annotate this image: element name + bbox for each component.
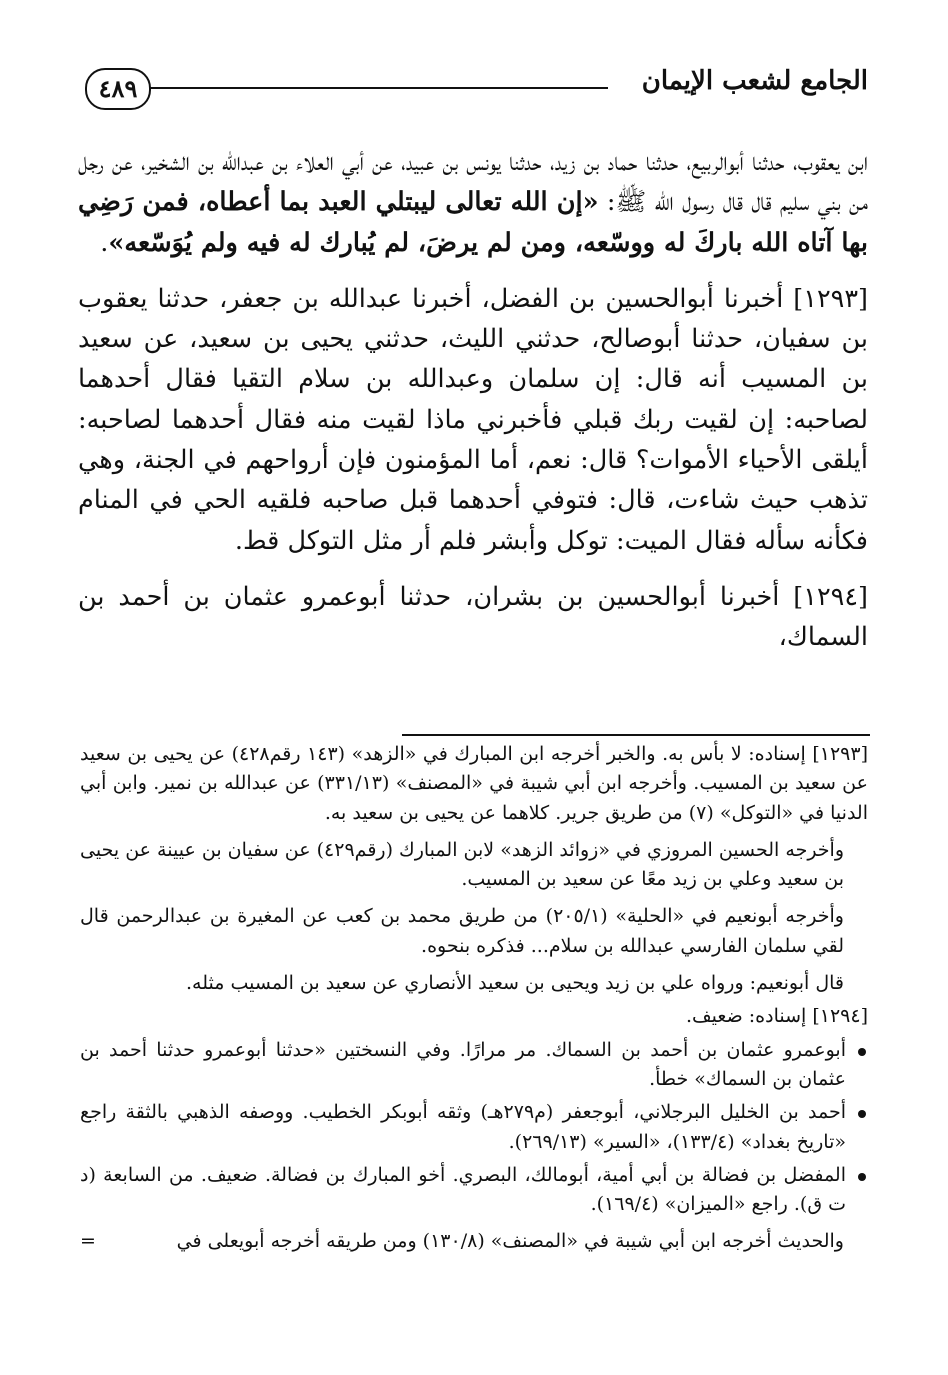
main-text	[78, 142, 868, 658]
footnote-1294: [١٢٩٤] إسناده: ضعيف.	[685, 1005, 868, 1028]
footnote-bullet-narrator-3	[80, 1161, 868, 1220]
bullet-text: المفضل بن فضالة بن أبي أمية، أبومالك، البصري. أخو المبارك بن فضالة. ضعيف. من السابعة (د ت ق). راجع «الميزان» (١٦٩/٤).	[80, 1163, 846, 1216]
footnote-1293: [١٢٩٣] إسناده: لا بأس به. والخبر أخرجه ابن المبارك في «الزهد» (١٤٣ رقم٤٢٨) عن يحيى بن سعيد عن سعيد بن المسيب. وأخرجه ابن أبي شيبة في «المصنف» (٣٣١/١٣) عن عبدالله بن نمير. وابن أبي الدنيا في «التوكل» (٧) من طريق جرير. كلاهما عن يحيى بن سعيد به.	[80, 743, 868, 824]
hadith-quote: «إن الله تعالى ليبتلي العبد بما أعطاه، فمن رَضِي بها آتاه الله باركَ له ووسّعه، ومن لم يرضَ، لم يُبارك له فيه ولم يُوَسّعه»	[78, 187, 868, 258]
paragraph-1294: [١٢٩٤] أخبرنا أبوالحسين بن بشران، حدثنا أبوعمرو عثمان بن أحمد بن السماك،	[78, 581, 868, 653]
footnotes	[80, 740, 868, 1265]
running-title: الجامع لشعب الإيمان	[641, 66, 868, 96]
bullet-icon	[858, 1048, 866, 1056]
page-number: ٤٨٩	[85, 68, 151, 110]
footnote-separator	[402, 734, 870, 736]
footnote-last-line	[80, 1227, 868, 1256]
page-header	[75, 60, 868, 120]
footnote-1293-hilya: وأخرجه أبونعيم في «الحلية» (٢٠٥/١) من طريق محمد بن كعب عن المغيرة بن عبدالرحمن قال لقي سلمان الفارسي عبدالله بن سلام... فذكره بنحوه.	[80, 905, 844, 957]
bullet-text: أحمد بن الخليل البرجلاني، أبوجعفر (م٢٧٩هـ) وثقه أبوبكر الخطيب. ووصفه الذهبي بالثقة راجع «تاريخ بغداد» (١٣٣/٤)، «السير» (٢٦٩/١٣).	[80, 1101, 846, 1153]
bullet-icon	[858, 1173, 866, 1181]
paragraph-continuation	[78, 142, 868, 263]
bullet-icon	[858, 1110, 866, 1118]
footnote-bullet-narrator-1	[80, 1036, 868, 1095]
footnote-bullet-narrator-2	[80, 1098, 868, 1157]
continuation-mark: =	[80, 1230, 96, 1253]
header-rule	[149, 87, 608, 89]
paragraph-lead: ابن يعقوب، حدثنا أبوالربيع، حدثنا حماد بن زيد، حدثنا يونس بن عبيد، عن أبي العلاء بن عبدالله بن الشخير، عن رجل من بني سليم قال قال رسول الله ﷺ:	[78, 147, 868, 218]
bullet-text: أبوعمرو عثمان بن أحمد بن السماك. مر مرارًا. وفي النسختين «حدثنا أبوعمرو حدثنا أحمد بن عثمان بن السماك» خطأ.	[80, 1038, 846, 1090]
paragraph-1293: [١٢٩٣] أخبرنا أبوالحسين بن الفضل، أخبرنا عبدالله بن جعفر، حدثنا يعقوب بن سفيان، حدثنا أبوصالح، حدثني الليث، حدثني يحيى بن سعيد، عن سعيد بن المسيب أنه قال: إن سلمان وعبدالله بن سلام التقيا فقال أحدهما لصاحبه: إن لقيت ربك قبلي فأخبرني ماذا لقيت منه فقال أحدهما لصاحبه: أيلقى الأحياء الأموات؟ قال: نعم، أما المؤمنون فإن أرواحهم في الجنة، وهي تذهب حيث شاءت، قال: فتوفي أحدهما قبل صاحبه فلقيه الحي في المنام فكأنه سأله فقال الميت: توكل وأبشر فلم أر مثل التوكل قط.	[78, 283, 868, 556]
footnote-1293-zawaid: وأخرجه الحسين المروزي في «زوائد الزهد» لابن المبارك (رقم٤٢٩) عن سفيان بن عيينة عن يحيى بن سعيد وعلي بن زيد معًا عن سعيد بن المسيب.	[80, 838, 844, 891]
footnote-last-text: والحديث أخرجه ابن أبي شيبة في «المصنف» (١٣٠/٨) ومن طريقه أخرجه أبويعلى في	[176, 1230, 844, 1253]
paragraph-end: .	[100, 227, 109, 258]
footnote-1293-abunuaym: قال أبونعيم: ورواه علي بن زيد ويحيى بن سعيد الأنصاري عن سعيد بن المسيب مثله.	[186, 972, 844, 995]
